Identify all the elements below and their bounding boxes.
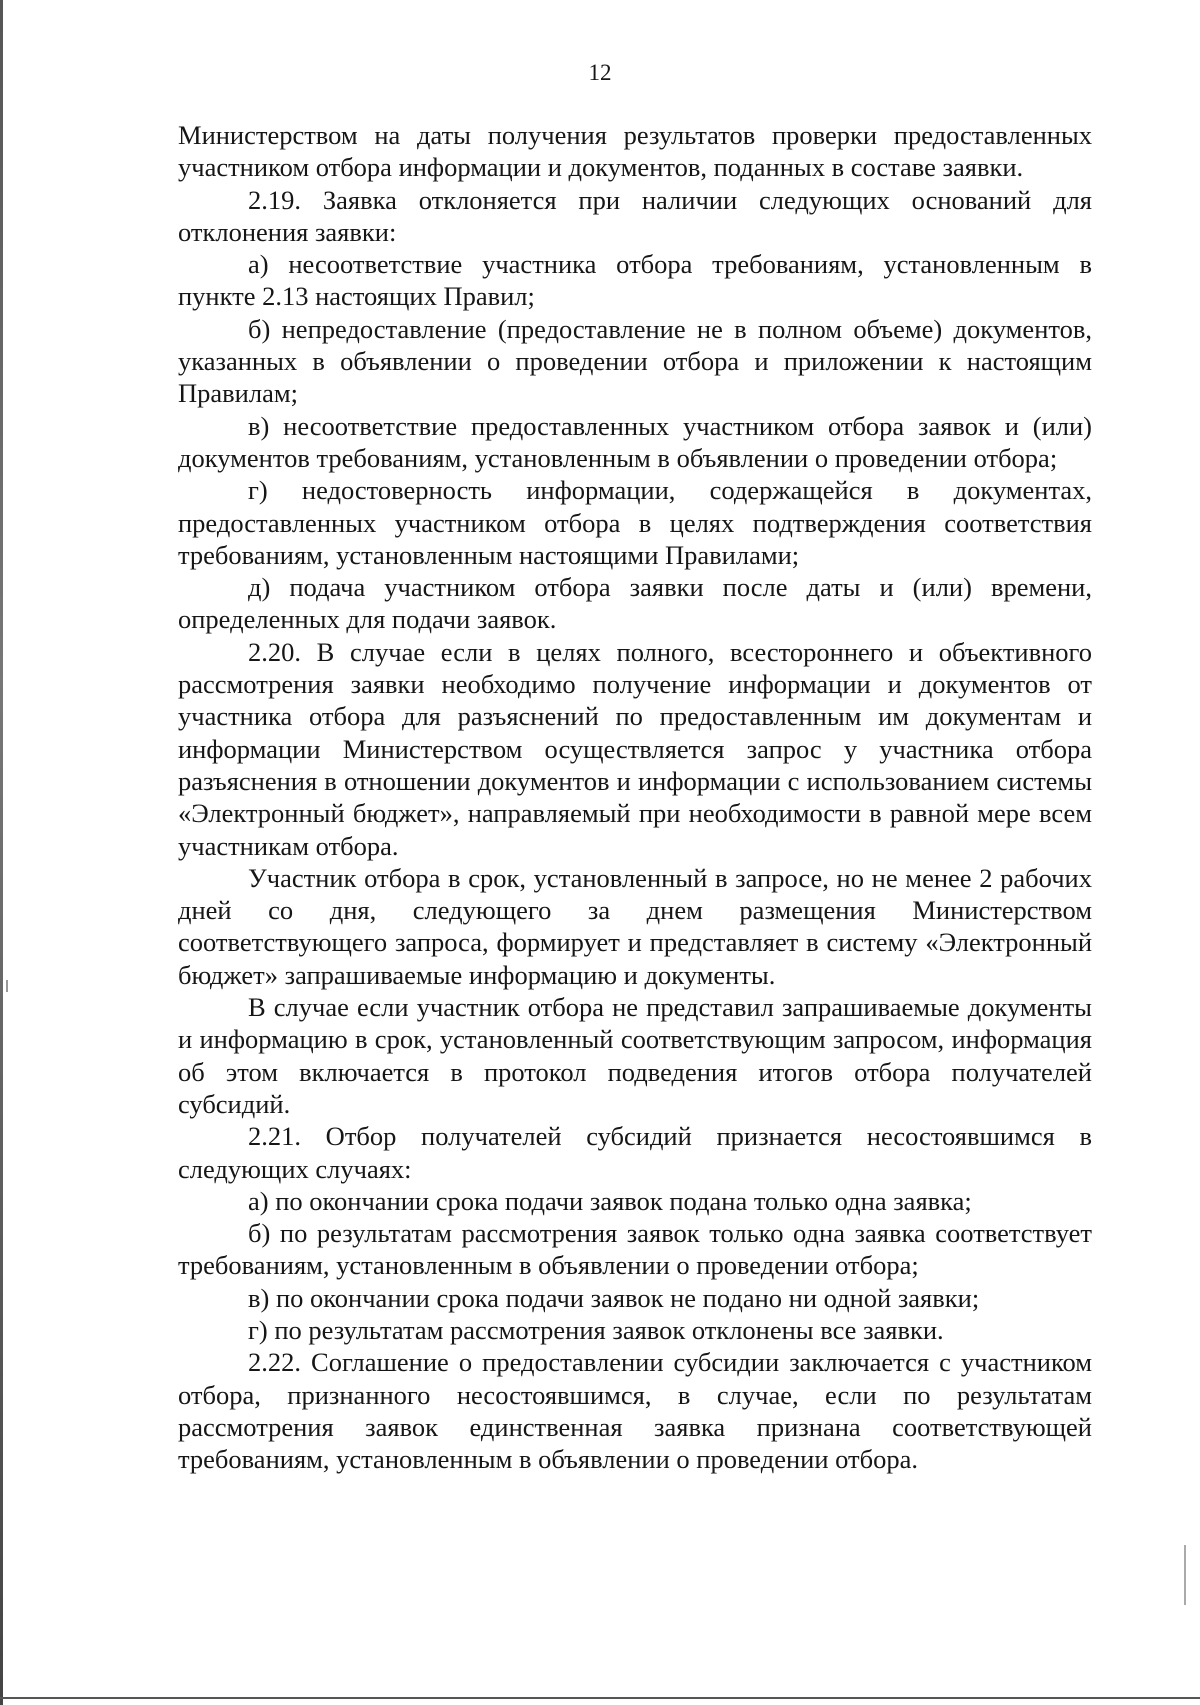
- scan-mark-right: [1184, 1545, 1186, 1605]
- paragraph-2-20-response: Участник отбора в срок, установленный в запросе, но не менее 2 рабочих дней со дня, следующего за днем размещения Министерством соответствующего запроса, формирует и представляет в систему «Электронный бюджет» запрашиваемые информацию и документы.: [178, 862, 1092, 990]
- paragraph-2-22: 2.22. Соглашение о предоставлении субсидии заключается с участником отбора, признанного несостоявшимся, в случае, если по результатам рассмотрения заявок единственная заявка признана соответствующей требованиям, установленным в объявлении о проведении отбора.: [178, 1347, 1092, 1475]
- list-item-2-19-a: а) несоответствие участника отбора требованиям, установленным в пункте 2.13 настоящих Правил;: [178, 249, 1092, 312]
- paragraph-2-19: 2.19. Заявка отклоняется при наличии следующих оснований для отклонения заявки:: [178, 184, 1092, 247]
- paragraph-2-20: 2.20. В случае если в целях полного, всестороннего и объективного рассмотрения заявки необходимо получение информации и документов от участника отбора для разъяснений по предоставленным им документам и информации Министерством осуществляется запрос у участника отбора разъяснения в отношении документов и информации с использованием системы «Электронный бюджет», направляемый при необходимости в равной мере всем участникам отбора.: [178, 636, 1092, 861]
- scan-mark-left: [6, 980, 8, 992]
- list-item-2-21-g: г) по результатам рассмотрения заявок отклонены все заявки.: [248, 1314, 944, 1345]
- paragraph-2-21: 2.21. Отбор получателей субсидий признается несостоявшимся в следующих случаях:: [178, 1121, 1092, 1184]
- list-item-2-21-a: а) по окончании срока подачи заявок подана только одна заявка;: [248, 1185, 972, 1216]
- list-item-2-19-g: г) недостоверность информации, содержащейся в документах, предоставленных участником отбора в целях подтверждения соответствия требованиям, установленным настоящими Правилами;: [178, 475, 1092, 570]
- list-item-2-19-d: д) подача участником отбора заявки после даты и (или) времени, определенных для подачи заявок.: [178, 572, 1092, 635]
- list-item-2-21-b: б) по результатам рассмотрения заявок только одна заявка соответствует требованиям, установленным в объявлении о проведении отбора;: [178, 1218, 1092, 1281]
- scan-border-bottom: [0, 1697, 1200, 1699]
- paragraph-continuation: Министерством на даты получения результатов проверки предоставленных участником отбора информации и документов, поданных в составе заявки.: [178, 120, 1092, 183]
- list-item-2-21-v: в) по окончании срока подачи заявок не подано ни одной заявки;: [248, 1282, 980, 1313]
- scan-border-left: [0, 0, 3, 1705]
- page-number: 12: [588, 60, 612, 85]
- list-item-2-19-b: б) непредоставление (предоставление не в полном объеме) документов, указанных в объявлении о проведении отбора и приложении к настоящим Правилам;: [178, 313, 1092, 409]
- paragraph-2-20-failure: В случае если участник отбора не представил запрашиваемые документы и информацию в срок, установленный соответствующим запросом, информация об этом включается в протокол подведения итогов отбора получателей субсидий.: [178, 992, 1092, 1119]
- document-body: [178, 119, 1092, 1475]
- list-item-2-19-v: в) несоответствие предоставленных участником отбора заявок и (или) документов требованиям, установленным в объявлении о проведении отбора;: [178, 410, 1092, 473]
